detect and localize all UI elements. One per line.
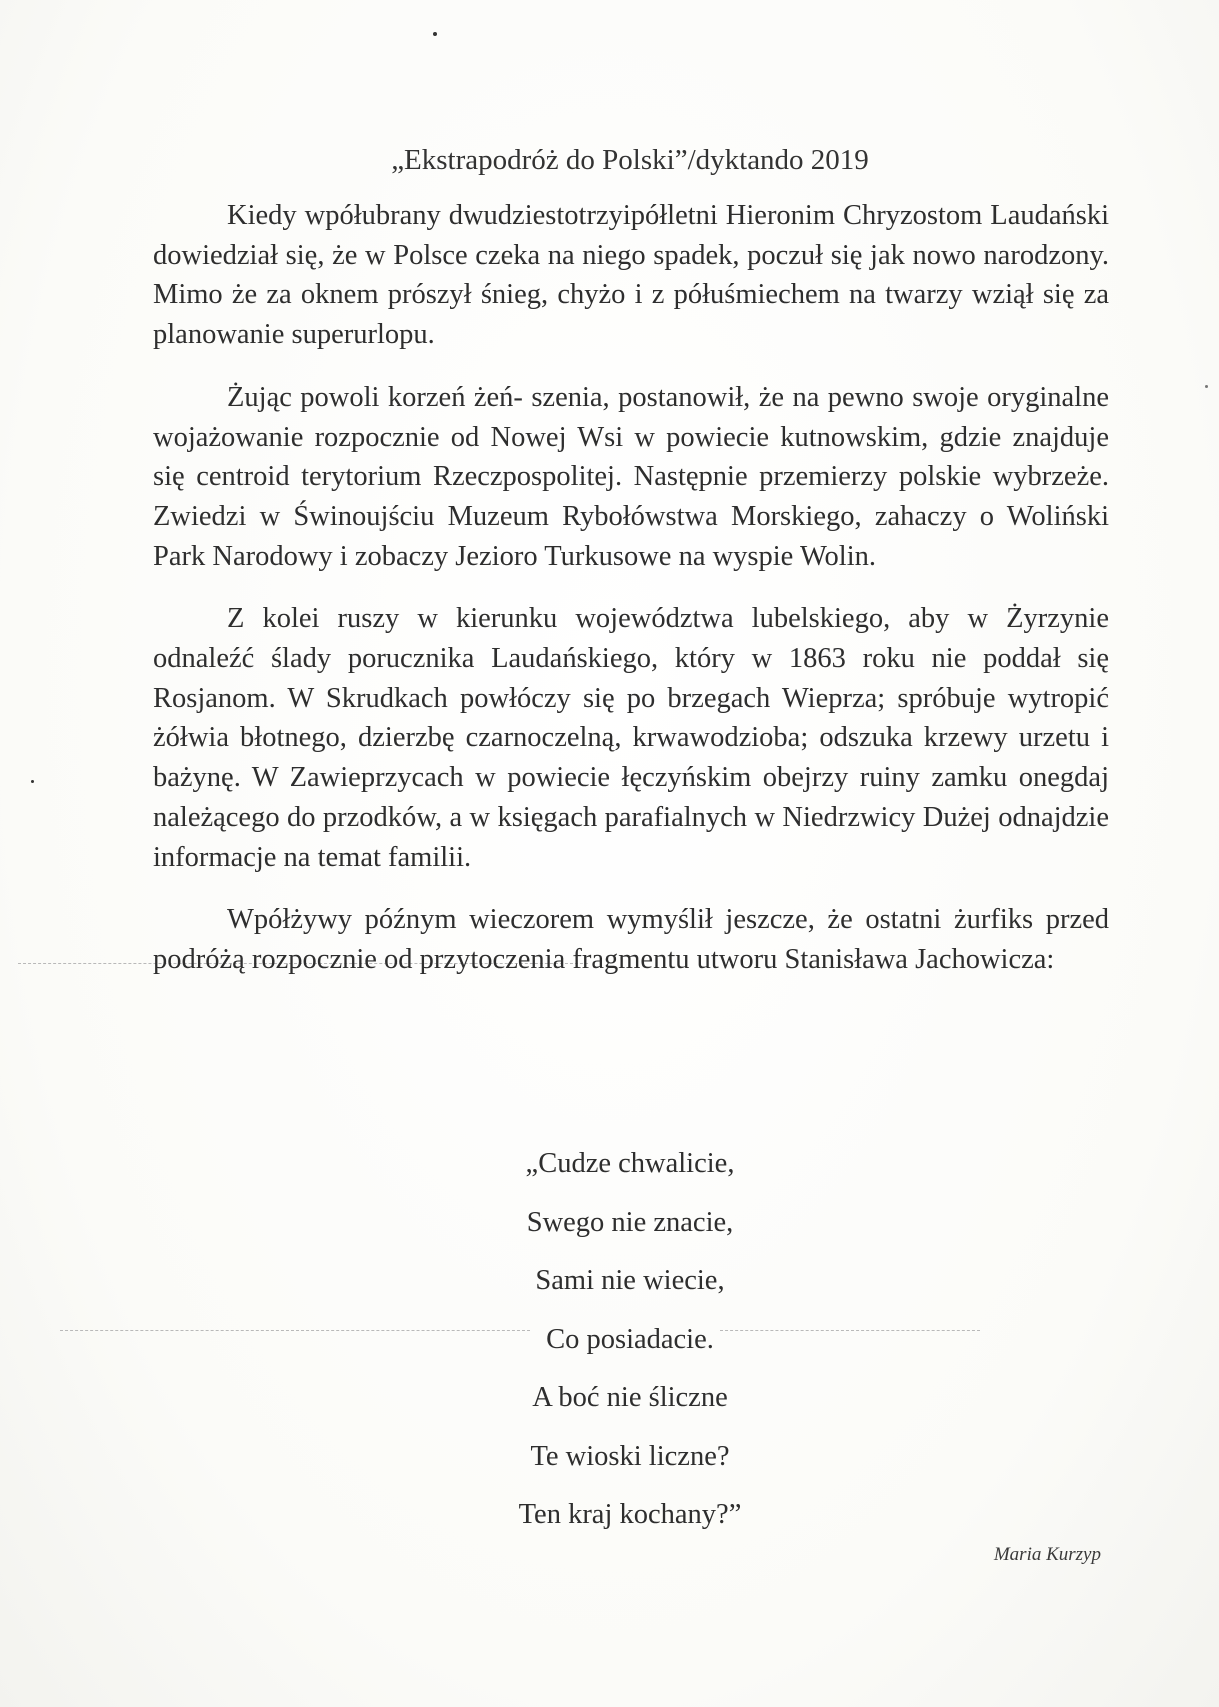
author-signature: Maria Kurzyp bbox=[993, 1544, 1101, 1565]
paragraph: Kiedy wpółubrany dwudziestotrzyipółletni Hieronim Chryzostom Laudański dowiedział się, że w Polsce czeka na niego spadek, poczuł się jak nowo narodzony. Mimo że za oknem prószył śnieg, chyżo i z półuśmiechem na twarzy wziął się za planowanie superurlopu. bbox=[153, 200, 1109, 351]
paragraph: Wpółżywy późnym wieczorem wymyślił jeszcze, że ostatni żurfiks przed podróżą rozpocznie od przytoczenia fragmentu utworu Stanisława Jachowicza: bbox=[153, 904, 1109, 975]
poem-line: A boć nie śliczne bbox=[532, 1382, 728, 1413]
poem-line: Swego nie znacie, bbox=[526, 1206, 734, 1238]
poem-quote bbox=[350, 1135, 910, 1545]
poem-line: Te wioski liczne? bbox=[530, 1440, 730, 1472]
scan-speck bbox=[433, 32, 437, 36]
paragraph: Żując powoli korzeń żeń- szenia, postanowił, że na pewno swoje oryginalne wojażowanie rozpocznie od Nowej Wsi w powiecie kutnowskim, gdzie znajduje się centroid terytorium Rzeczpospolitej. Następnie przemierzy polskie wybrzeże. Zwiedzi w Świnoujściu Muzeum Rybołówstwa Morskiego, zahaczy o Woliński Park Narodowy i zobaczy Jezioro Turkusowe na wyspie Wolin. bbox=[153, 381, 1109, 572]
document-title: „Ekstrapodróż do Polski”/dyktando 2019 bbox=[391, 144, 869, 176]
document-body bbox=[153, 196, 1109, 1003]
poem-line: Co posiadacie. bbox=[546, 1323, 714, 1355]
scan-speck bbox=[31, 780, 34, 783]
poem-line: Ten kraj kochany?” bbox=[518, 1499, 742, 1530]
scan-speck bbox=[1205, 385, 1208, 388]
poem-line: Sami nie wiecie, bbox=[535, 1265, 725, 1296]
poem-line: „Cudze chwalicie, bbox=[525, 1148, 735, 1179]
paragraph: Z kolei ruszy w kierunku województwa lubelskiego, aby w Żyrzynie odnaleźć ślady porucznika Laudańskiego, który w 1863 roku nie poddał się Rosjanom. W Skrudkach powłóczy się po brzegach Wieprza; spróbuje wytropić żółwia błotnego, dzierzbę czarnoczelną, krwawodzioba; odszuka krzewy urzetu i bażynę. W Zawieprzycach w powiecie łęczyńskim obejrzy ruiny zamku onegdaj należącego do przodków, a w księgach parafialnych w Niedrzwicy Dużej odnajdzie informacje na temat familii. bbox=[153, 603, 1109, 873]
